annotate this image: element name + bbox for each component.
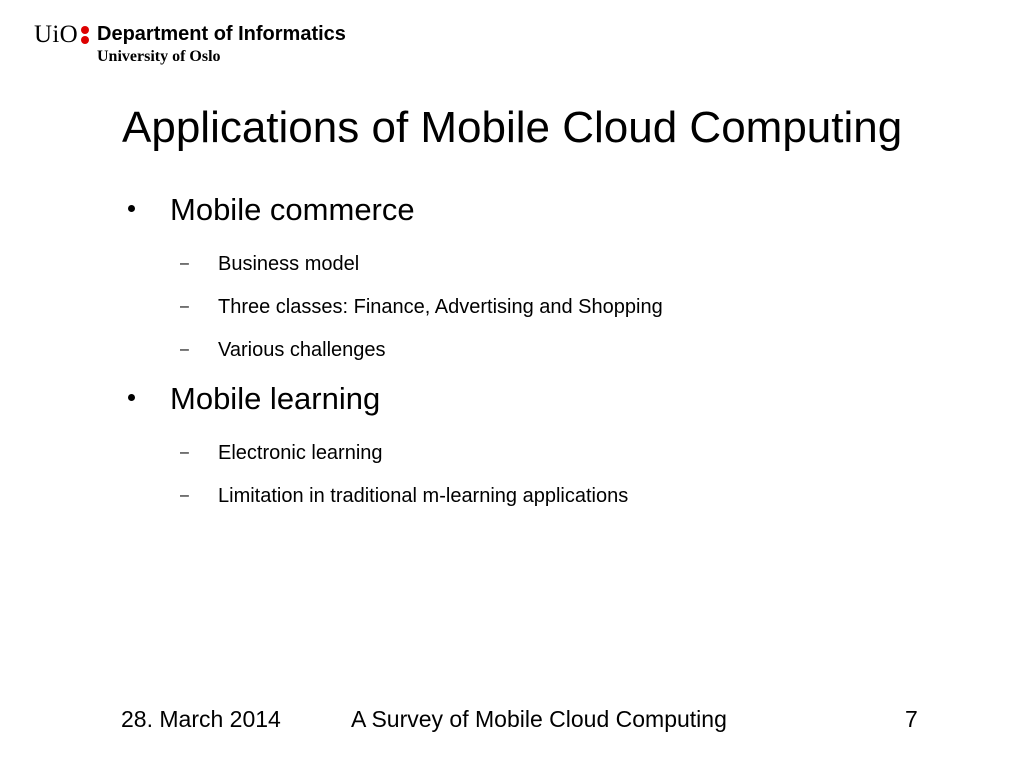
footer-title: A Survey of Mobile Cloud Computing — [351, 706, 727, 732]
bullet-text: Mobile learning — [170, 381, 381, 416]
uio-wordmark: UiO — [34, 21, 78, 48]
sub-bullet-text: Business model — [218, 253, 360, 275]
dash-icon: – — [180, 298, 189, 315]
footer-date: 28. March 2014 — [121, 706, 281, 732]
slide-title: Applications of Mobile Cloud Computing — [122, 103, 903, 152]
sub-bullet-text: Limitation in traditional m-learning applications — [218, 485, 629, 507]
bullet-text: Mobile commerce — [170, 192, 415, 227]
sub-bullet-text: Various challenges — [218, 339, 386, 361]
dash-icon: – — [180, 487, 189, 504]
dash-icon: – — [180, 444, 189, 461]
page-number: 7 — [905, 706, 918, 732]
sub-bullet-text: Electronic learning — [218, 442, 383, 464]
department-name: Department of Informatics — [97, 23, 346, 45]
dash-icon: – — [180, 341, 189, 358]
dash-icon: – — [180, 255, 189, 272]
bullet-dot-icon — [128, 394, 135, 401]
bullet-dot-icon — [128, 205, 135, 212]
sub-bullet-text: Three classes: Finance, Advertising and Shopping — [218, 296, 663, 318]
uio-colon-icon — [81, 25, 89, 45]
university-name: University of Oslo — [97, 48, 221, 65]
